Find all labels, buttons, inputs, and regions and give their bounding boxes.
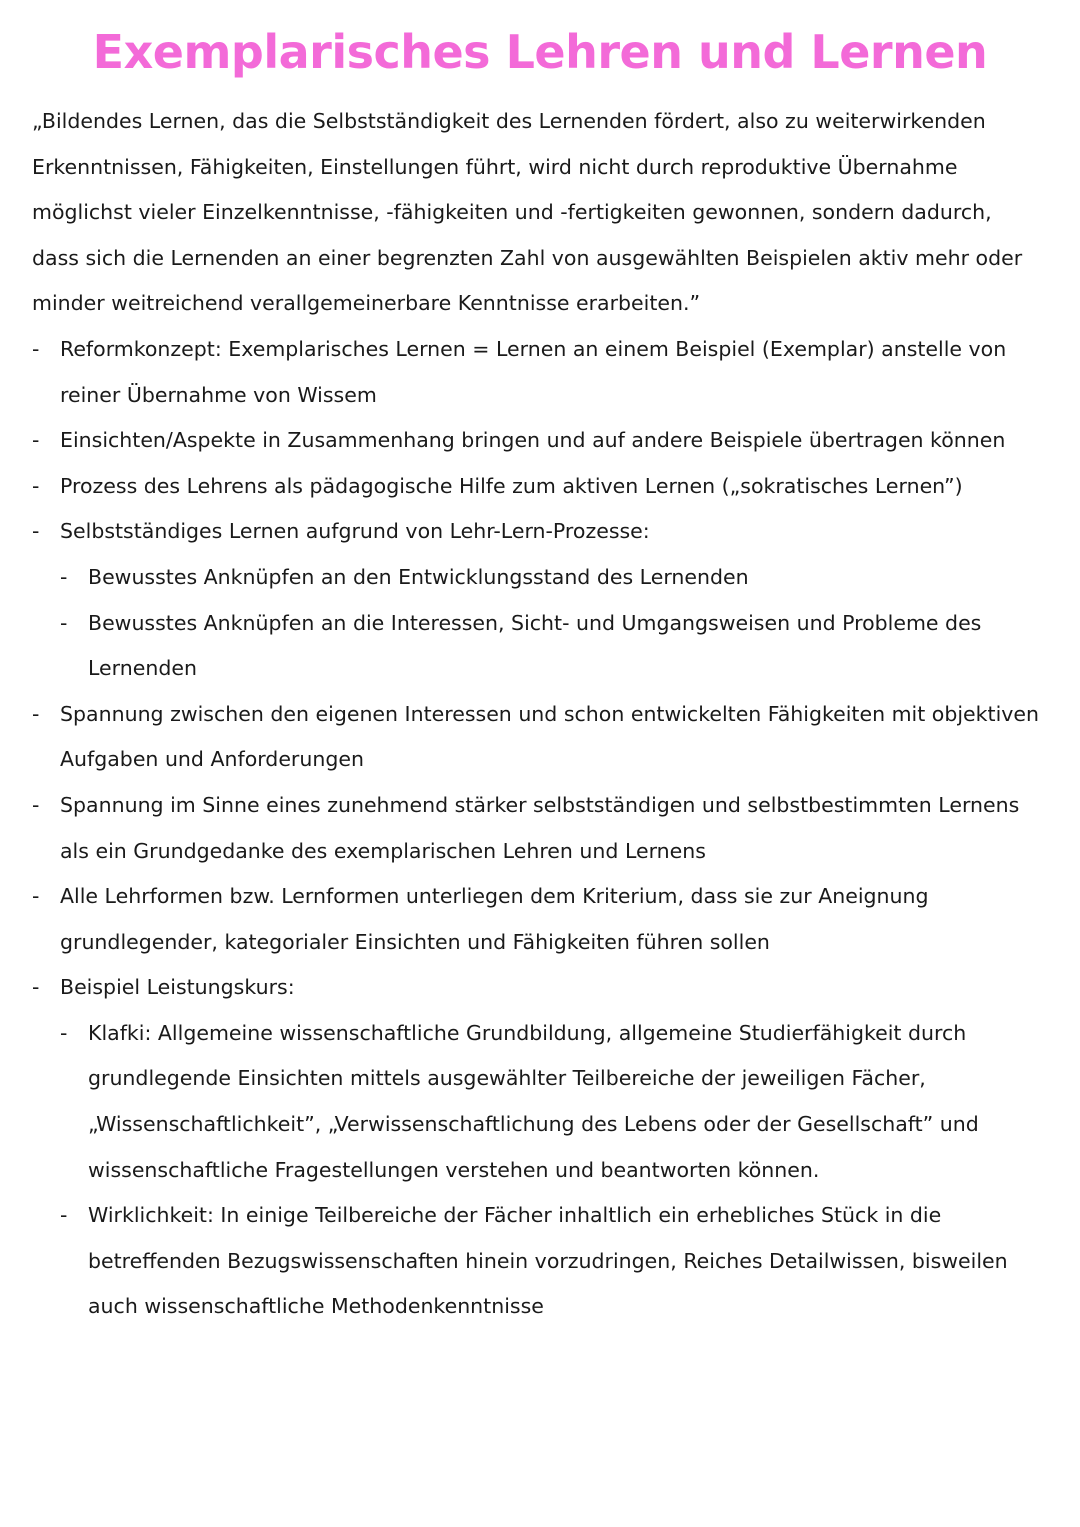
list-item-text: Alle Lehrformen bzw. Lernformen unterliegen dem Kriterium, dass sie zur Aneignung grundlegender, kategorialer Einsichten und Fähigkeiten führen sollen (60, 884, 929, 954)
dash-marker: - (32, 701, 40, 726)
list-item (32, 874, 1044, 965)
page-title: Exemplarisches Lehren und Lernen (92, 25, 988, 79)
document-body (32, 99, 1044, 1330)
dash-marker: - (60, 610, 68, 635)
dash-marker: - (32, 792, 40, 817)
dash-marker: - (32, 428, 40, 453)
list-item (32, 965, 1044, 1330)
sub-list-item-text: Wirklichkeit: In einige Teilbereiche der Fächer inhaltlich ein erhebliches Stück in die betreffenden Bezugswissenschaften hinein vorzudringen, Reiches Detailwissen, bisweilen auch wissenschaftliche Methodenkenntnisse (88, 1203, 1008, 1319)
sub-list-item-text: Klafki: Allgemeine wissenschaftliche Grundbildung, allgemeine Studierfähigkeit durch grundlegende Einsichten mittels ausgewählter Teilbereiche der jeweiligen Fächer, „Wissenschaftlichkeit”, „Verwissenschaftlichung des Lebens oder der Gesellschaft” und wissenschaftliche Fragestellungen verstehen und beantworten können. (88, 1020, 979, 1182)
list-item (32, 509, 1044, 691)
dash-marker: - (60, 1020, 68, 1045)
intro-quote: „Bildendes Lernen, das die Selbstständigkeit des Lernenden fördert, also zu weiterwirkenden Erkenntnissen, Fähigkeiten, Einstellungen führt, wird nicht durch reproduktive Übernahme möglichst vieler Einzelkenntnisse, -fähigkeiten und -fertigkeiten gewonnen, sondern dadurch, dass sich die Lernenden an einer begrenzten Zahl von ausgewählten Beispielen aktiv mehr oder minder weitreichend verallgemeinerbare Kenntnisse erarbeiten.” (32, 109, 1023, 316)
list-item-text: Reformkonzept: Exemplarisches Lernen = Lernen an einem Beispiel (Exemplar) anstelle von reiner Übernahme von Wissem (60, 336, 1007, 407)
list-item (32, 464, 1044, 510)
sub-list-item-text: Bewusstes Anknüpfen an den Entwicklungsstand des Lernenden (88, 564, 749, 589)
dash-marker: - (32, 336, 40, 361)
list-item-text: Prozess des Lehrens als pädagogische Hilfe zum aktiven Lernen („sokratisches Lernen”) (60, 473, 963, 498)
list-item-text: Selbstständiges Lernen aufgrund von Lehr-Lern-Prozesse: (60, 519, 650, 544)
dash-marker: - (60, 1203, 68, 1228)
sub-list-item (60, 1193, 1044, 1330)
list-item (32, 327, 1044, 418)
dash-marker: - (32, 473, 40, 498)
dash-marker: - (32, 884, 40, 909)
list-item-text: Einsichten/Aspekte in Zusammenhang bringen und auf andere Beispiele übertragen können (60, 428, 1006, 453)
sub-list-item-text: Bewusstes Anknüpfen an die Interessen, Sicht- und Umgangsweisen und Probleme des Lernenden (88, 610, 982, 681)
sub-list-item (60, 601, 1044, 692)
list-item (32, 692, 1044, 783)
dash-marker: - (32, 519, 40, 544)
sub-list-item (60, 1011, 1044, 1193)
sub-list (60, 555, 1044, 692)
dash-marker: - (60, 564, 68, 589)
sub-list-item (60, 555, 1044, 601)
bullet-list (32, 327, 1044, 1330)
dash-marker: - (32, 975, 40, 1000)
list-item (32, 783, 1044, 874)
list-item (32, 418, 1044, 464)
sub-list (60, 1011, 1044, 1330)
list-item-text: Beispiel Leistungskurs: (60, 975, 295, 1000)
list-item-text: Spannung im Sinne eines zunehmend stärker selbstständigen und selbstbestimmten Lernens als ein Grundgedanke des exemplarischen Lehren und Lernens (60, 792, 1020, 863)
list-item-text: Spannung zwischen den eigenen Interessen und schon entwickelten Fähigkeiten mit objektiven Aufgaben und Anforderungen (60, 701, 1040, 772)
